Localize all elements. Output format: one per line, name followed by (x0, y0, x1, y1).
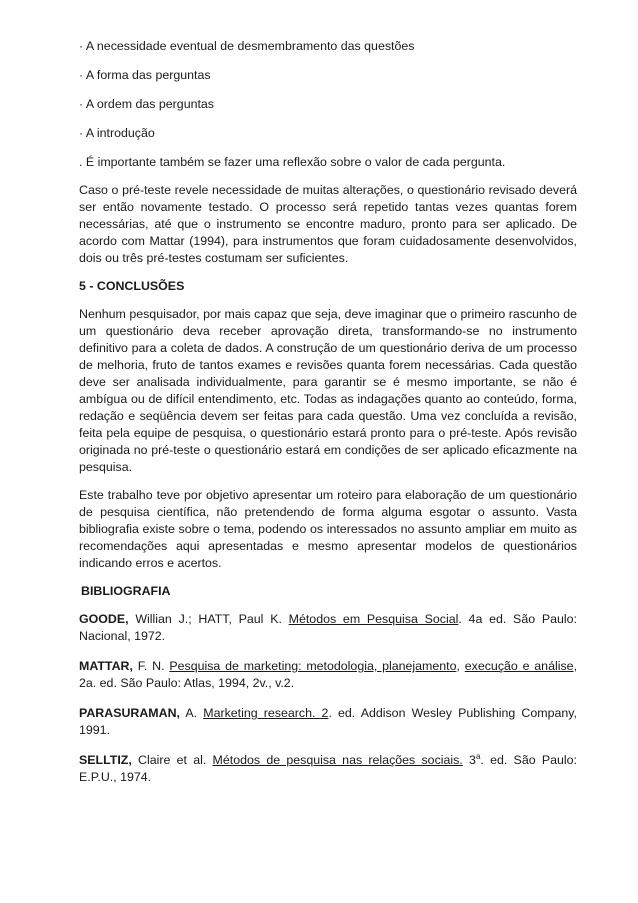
reference-parasuraman (79, 705, 577, 739)
reference-details: , 2a. ed. São Paulo: Atlas, 1994, 2v., v.2. (79, 659, 578, 690)
reference-edition-superscript: a (475, 752, 481, 761)
reference-edition: 3 (462, 753, 476, 767)
reference-details: . 4a ed. São Paulo: Nacional, 1972. (79, 612, 577, 643)
reference-details: . ed. São Paulo: E.P.U., 1974. (79, 753, 577, 784)
reference-author: PARASURAMAN, (79, 706, 180, 720)
bullet-item: · A ordem das perguntas (79, 97, 215, 111)
pretest-paragraph: Caso o pré-teste revele necessidade de muitas alterações, o questionário revisado deverá ser então novamente testado. O processo será repetido tantas vezes quantas forem necessárias, até que o instrumento se encontre maduro, pronto para ser aplicado. De acordo com Mattar (1994), para instrumentos que foram cuidadosamente desenvolvidos, dois ou três pré-testes costumam ser suficientes. (79, 183, 577, 265)
reference-separator: , (456, 659, 465, 673)
reference-title: Pesquisa de marketing: metodologia, planejamento (169, 659, 457, 673)
bullet-item: · A introdução (79, 126, 155, 140)
reference-names: A. (179, 706, 204, 720)
document-page (79, 38, 577, 799)
reference-author: MATTAR, (79, 659, 133, 673)
reference-names: Willian J.; HATT, Paul K. (128, 612, 289, 626)
reference-goode (79, 611, 577, 645)
reference-selltiz (79, 752, 577, 786)
reference-author: GOODE, (79, 612, 129, 626)
bullet-item: . É importante também se fazer uma reflexão sobre o valor de cada pergunta. (79, 155, 506, 169)
reference-names: Claire et al. (131, 753, 213, 767)
conclusions-heading: 5 - CONCLUSÕES (79, 279, 185, 293)
conclusions-paragraph-1: Nenhum pesquisador, por mais capaz que seja, deve imaginar que o primeiro rascunho de um questionário deva receber aprovação direta, transformando-se no instrumento definitivo para a coleta de dados. A construção de um questionário deriva de um processo de melhoria, fruto de tantos exames e revisões quanta forem necessárias. Cada questão deve ser analisada individualmente, para garantir se é mesmo importante, se não é ambígua ou de difícil entendimento, etc. Todas as indagações quanto ao conteúdo, forma, redação e seqüência devem ser feitas para cada questão. Uma vez concluída a revisão, feita pela equipe de pesquisa, o questionário estará pronto para o pré-teste. Após revisão originada no pré-teste o questionário estará em condições de ser aplicado eficazmente na pesquisa. (79, 307, 577, 474)
reference-mattar (79, 658, 577, 692)
reference-title: Marketing research. 2 (203, 706, 329, 720)
reference-author: SELLTIZ, (79, 753, 132, 767)
bullet-item: · A necessidade eventual de desmembramento das questões (79, 39, 415, 53)
conclusions-paragraph-2: Este trabalho teve por objetivo apresentar um roteiro para elaboração de um questionário de pesquisa científica, não pretendendo de forma alguma esgotar o assunto. Vasta bibliografia existe sobre o tema, podendo os interessados no assunto ampliar em muito as recomendações aqui apresentadas e mesmo apresentar modelos de questionários indicando erros e acertos. (79, 488, 577, 570)
bullet-item: · A forma das perguntas (79, 68, 211, 82)
reference-title-continued: execução e análise (464, 659, 574, 673)
reference-title: Métodos de pesquisa nas relações sociais. (212, 753, 463, 767)
reference-title: Métodos em Pesquisa Social (288, 612, 459, 626)
bibliography-heading: BIBLIOGRAFIA (81, 584, 171, 598)
reference-details: . ed. Addison Wesley Publishing Company, 1991. (79, 706, 577, 737)
reference-names: F. N. (132, 659, 170, 673)
